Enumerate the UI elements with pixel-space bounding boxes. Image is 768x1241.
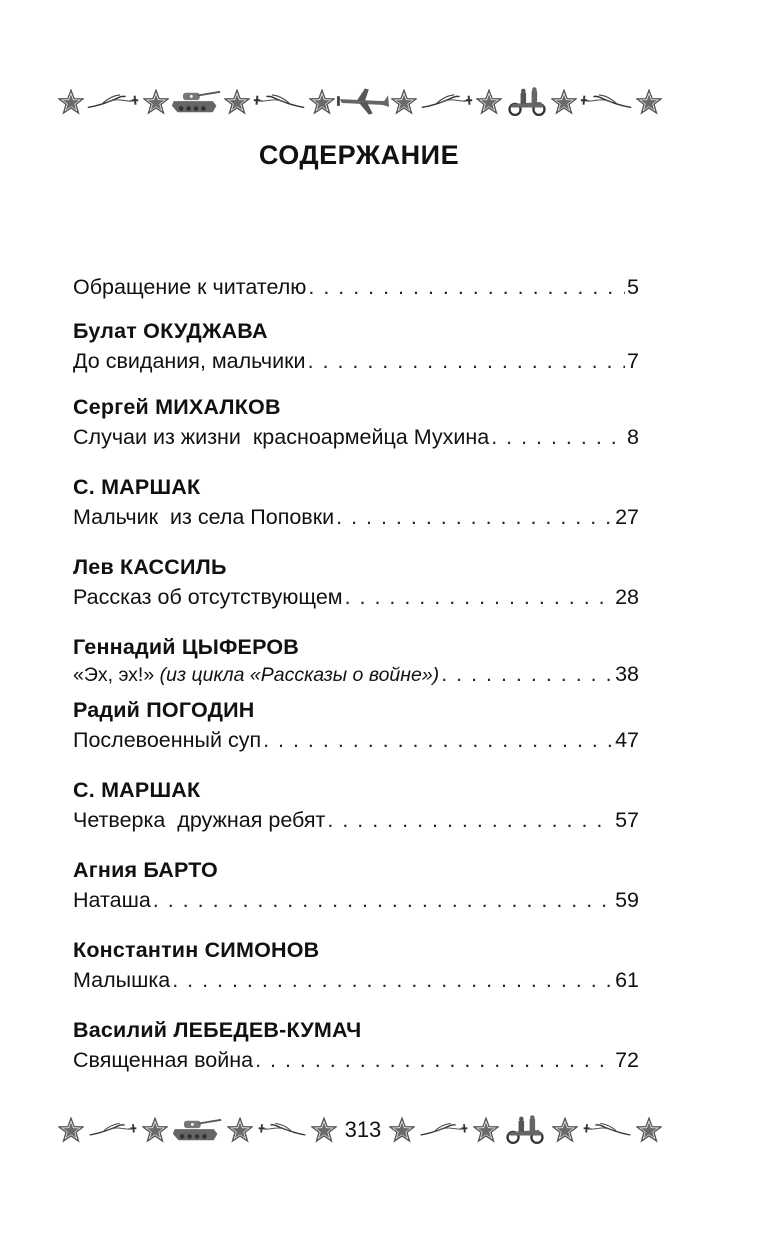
toc-entry-page: 47 [615,728,639,752]
leader-dots [308,346,625,376]
toc-entry-title: Послевоенный суп [73,728,262,752]
toc-entry-page: 72 [615,1048,639,1072]
sprig-icon [582,1121,632,1139]
star-icon [473,1117,499,1143]
toc-entry-subtitle: (из цикла «Рассказы о войне») [159,664,440,686]
toc-entry[interactable] [73,502,639,532]
toc-entry-page: 38 [615,662,639,686]
toc-entry-title-main: «Эх, эх!» [73,664,155,686]
toc-entry-intro[interactable] [73,272,639,302]
sprig-icon [578,93,634,111]
toc-entry[interactable] [73,965,639,995]
leader-dots [491,422,625,452]
sprig-icon [419,93,475,111]
star-icon [391,89,417,115]
star-icon [224,89,250,115]
toc-group [73,1015,639,1075]
star-icon [551,89,577,115]
toc-entry-title: Рассказ об отсутствующем [73,585,343,609]
toc-entry-page: 8 [627,425,639,449]
leader-dots [153,885,613,915]
toc-group [73,632,639,687]
star-icon [552,1117,578,1143]
toc-entry[interactable] [73,805,639,835]
toc-author: Агния БАРТО [73,858,218,882]
toc-group [73,935,639,995]
tank-icon [170,88,222,116]
toc-entry-page: 59 [615,888,639,912]
toc-group [73,855,639,915]
footer-ornament [58,1115,662,1145]
toc-entry-page: 5 [627,275,639,299]
toc-entry-page: 27 [615,505,639,529]
sprig-icon [419,1121,469,1139]
sprig-icon [85,93,141,111]
toc-author: Булат ОКУДЖАВА [73,319,268,343]
leader-dots [345,582,614,612]
plane-icon [336,87,390,117]
toc-author: Василий ЛЕБЕДЕВ-КУМАЧ [73,1018,362,1042]
star-icon [311,1117,337,1143]
leader-dots [441,662,613,686]
toc-entry-title: Наташа [73,888,151,912]
sprig-icon [88,1121,138,1139]
toc-entry[interactable] [73,662,639,687]
toc-entry-title: До свидания, мальчики [73,349,306,373]
leader-dots [308,272,625,302]
star-icon [309,89,335,115]
toc-entry-title [73,663,441,687]
toc-entry-title: Священная война [73,1048,254,1072]
toc-entry-title: Обращение к читателю [73,275,307,299]
leader-dots [172,965,613,995]
star-icon [389,1117,415,1143]
toc-entry-page: 61 [615,968,639,992]
star-icon [143,89,169,115]
toc-entry[interactable] [73,346,639,376]
toc-group [73,472,639,532]
toc-entry-page: 57 [615,808,639,832]
toc-entry[interactable] [73,885,639,915]
star-icon [636,89,662,115]
leader-dots [255,1045,613,1075]
tank-icon [171,1116,223,1144]
motorcycle-icon [502,1115,548,1145]
toc-author: Радий ПОГОДИН [73,698,255,722]
toc-entry[interactable] [73,1045,639,1075]
toc-entry-title: Малышка [73,968,171,992]
star-icon [58,89,84,115]
header-ornament [58,87,662,117]
star-icon [227,1117,253,1143]
toc-group [73,316,639,376]
leader-dots [336,502,613,532]
star-icon [142,1117,168,1143]
toc-entry-title: Случаи из жизни красноармейца Мухина [73,425,490,449]
motorcycle-icon [504,87,550,117]
star-icon [636,1117,662,1143]
toc-author: С. МАРШАК [73,778,201,802]
toc-entry[interactable] [73,422,639,452]
toc-entry-page: 28 [615,585,639,609]
toc-entry[interactable] [73,725,639,755]
toc-group [73,392,639,452]
toc-group [73,695,639,755]
table-of-contents [73,272,639,1075]
sprig-icon [251,93,307,111]
page-title: СОДЕРЖАНИЕ [258,140,460,170]
toc-entry-title: Четверка дружная ребят [73,808,326,832]
toc-entry[interactable] [73,582,639,612]
toc-entry-page: 7 [627,349,639,373]
toc-author: Геннадий ЦЫФЕРОВ [73,635,299,659]
leader-dots [327,805,613,835]
page-number: 313 [344,1117,382,1142]
toc-entry-title: Мальчик из села Поповки [73,505,335,529]
toc-author: Сергей МИХАЛКОВ [73,395,281,419]
star-icon [476,89,502,115]
toc-author: Лев КАССИЛЬ [73,555,227,579]
sprig-icon [257,1121,307,1139]
leader-dots [263,725,613,755]
toc-group [73,775,639,835]
toc-group [73,552,639,612]
star-icon [58,1117,84,1143]
toc-author: С. МАРШАК [73,475,201,499]
toc-author: Константин СИМОНОВ [73,938,320,962]
